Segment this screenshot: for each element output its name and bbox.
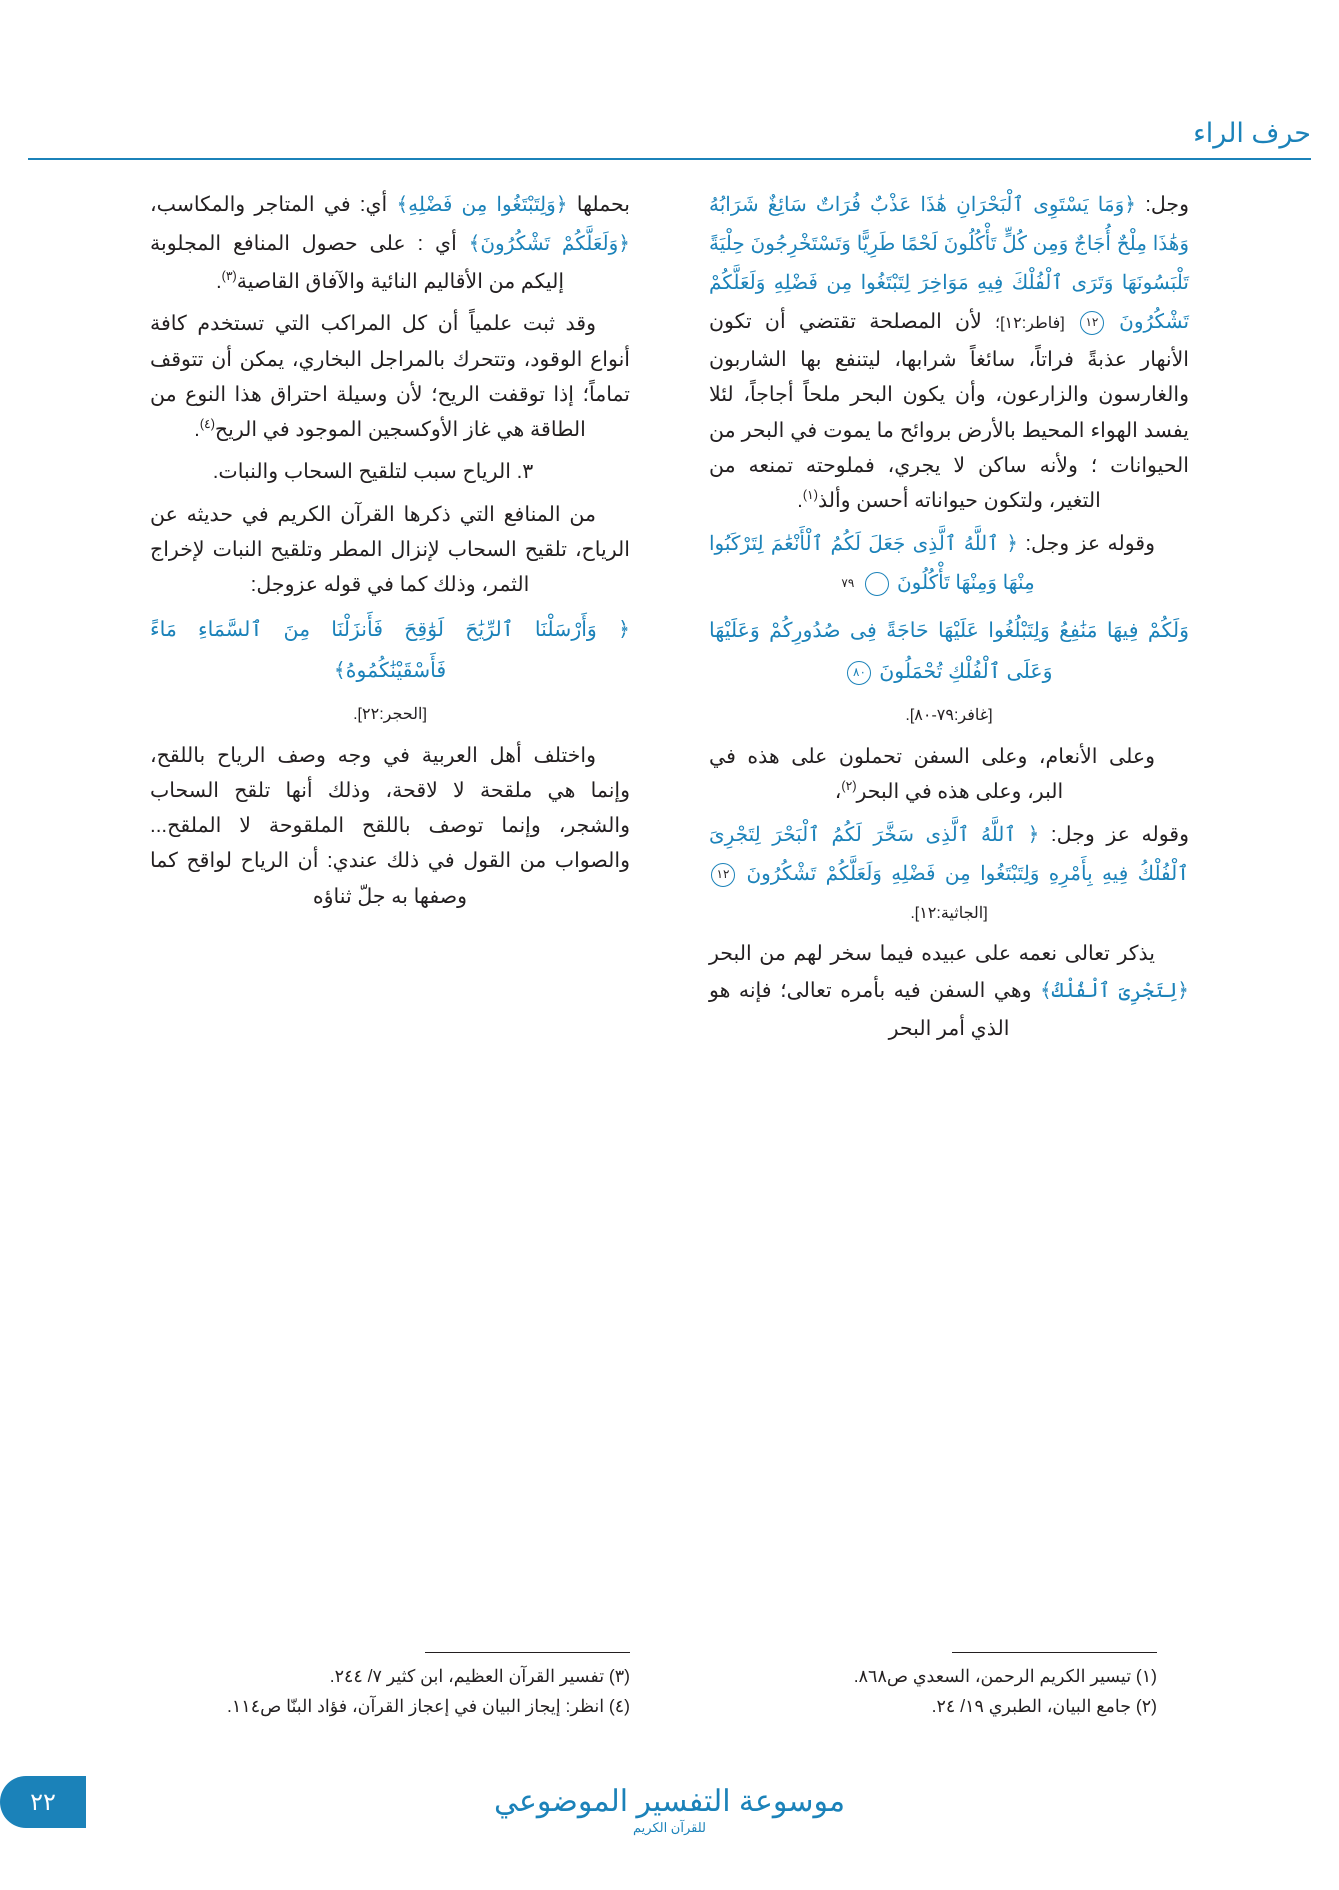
quran-quote-tashkurun: ﴿وَلَعَلَّكُمْ تَشْكُرُونَ﴾ [468,233,630,255]
verse-lead-text: وجل: [1145,193,1189,216]
verse-commentary-text: لأن المصلحة تقتضي أن تكون الأنهار عذبةً فراتاً، سائغاً شرابها، ليتنفع بها الشاربون والغارسون والزارعون، وأن يكون البحر ملحاً أجاجاً، لئلا يفسد الهواء المحيط بالأرض بروائح ما يموت في البحر من الحيوانات ؛ ولأنه ساكن لا يجري، فملوحته تمنعه من التغير، ولتكون حيواناته أحسن وألذ [709,310,1189,512]
footnote-marker-3: (٣) [221,269,237,284]
anam-commentary-text: وعلى الأنعام، وعلى السفن تحملون على هذه في البر، وعلى هذه في البحر [709,744,1155,803]
footnote-item: (٢) جامع البيان، الطبري ١٩/ ٢٤. [931,1696,1157,1717]
paragraph-heading-3 [150,454,630,489]
header-title: حرف الراء [1193,118,1311,148]
ayah-number-79: ٧٩ [865,572,889,596]
quran-quote-ghafir-b-block [709,610,1189,692]
paragraph-verse-fatir: وجل: ﴿وَمَا يَسْتَوِى ٱلْبَحْرَانِ هَٰذَا عَذْبٌ فُرَاتٌ سَائِغٌ شَرَابُهُ وَهَٰذَا مِلْحٌ أُجَاجٌ وَمِن كُلٍّ تَأْكُلُونَ لَحْمًا طَرِيًّا وَتَسْتَخْرِجُونَ حِلْيَةً تَلْبَسُونَهَا وَتَرَى ٱلْفُلْكَ فِيهِ مَوَاخِرَ لِتَبْتَغُوا مِن فَضْلِهِ وَلَعَلَّكُمْ تَشْكُرُونَ ١٢ [فاطر:١٢]؛ لأن المصلحة تقتضي أن تكون الأنهار عذبةً فراتاً، سائغاً شرابها، ليتنفع بها الشاربون والغارسون والزارعون، وأن يكون البحر ملحاً أجاجاً، لئلا يفسد الهواء المحيط بالأرض بروائح ما يموت في البحر من الحيوانات ؛ ولأنه ساكن لا يجري، فملوحته تمنعه من التغير، ولتكون حيواناته أحسن وألذ$^{(١)}$. [709,193,1190,512]
quran-quote-litajriya: ﴿لِتَجْرِىَ ٱلْفُلْكُ﴾ [1040,979,1189,1002]
hijr-reference: [الحجر:٢٢]. [353,706,427,724]
footnotes-left-column [200,1652,630,1722]
quran-quote-fatir: ﴿وَمَا يَسْتَوِى ٱلْبَحْرَانِ هَٰذَا عَذْبٌ فُرَاتٌ سَائِغٌ شَرَابُهُ وَهَٰذَا مِلْحٌ أُجَاجٌ وَمِن كُلٍّ تَأْكُلُونَ لَحْمًا طَرِيًّا وَتَسْتَخْرِجُونَ حِلْيَةً تَلْبَسُونَهَا وَتَرَى ٱلْفُلْكَ فِيهِ مَوَاخِرَ لِتَبْتَغُوا مِن فَضْلِهِ وَلَعَلَّكُمْ تَشْكُرُونَ [709,194,1190,333]
footnote-item: (٤) انظر: إيجاز البيان في إعجاز القرآن، فؤاد البنّا ص١١٤. [227,1696,630,1717]
paragraph-final-commentary [709,936,1189,1046]
litabtaghu-mid: أي: في المتاجر والمكاسب، [150,193,388,216]
litabtaghu-lead: بحملها [576,193,630,216]
paragraph-arabic-scholars [150,738,630,914]
body-columns [150,186,1189,1296]
ghafir-lead-text: وقوله عز وجل: [1025,532,1155,556]
publisher-logo [0,1784,1339,1836]
ayah-number-jathiya: ١٢ [711,863,735,887]
paragraph-ghafir-ref [709,696,1189,731]
paragraph-ghafir-lead [709,525,1189,603]
quran-quote-ghafir-b: وَلَكُمْ فِيهَا مَنَٰفِعُ وَلِتَبْلُغُوا عَلَيْهَا حَاجَةً فِى صُدُورِكُمْ وَعَلَيْهَا وَعَلَى ٱلْفُلْكِ تُحْمَلُونَ [709,619,1189,684]
footnote-item: (٣) تفسير القرآن العظيم، ابن كثير ٧/ ٢٤٤. [329,1665,630,1686]
paragraph-hijr-ref [150,695,630,730]
footnote-divider-left [425,1652,630,1653]
footnote-item: (١) تيسير الكريم الرحمن، السعدي ص٨٦٨. [853,1665,1157,1686]
quran-quote-litabtaghu: ﴿وَلِتَبْتَغُوا مِن فَضْلِهِ﴾ [396,194,568,216]
footnote-marker-4: (٤) [199,417,215,432]
quran-quote-ghafir-a: ﴿ ٱللَّهُ ٱلَّذِى جَعَلَ لَكُمُ ٱلْأَنْعَٰمَ لِتَرْكَبُوا مِنْهَا وَمِنْهَا تَأْكُلُونَ [709,533,1035,595]
column-right [709,186,1189,1053]
quran-quote-hijr: ﴿ وَأَرْسَلْنَا ٱلرِّيَٰحَ لَوَٰقِحَ فَأَنزَلْنَا مِنَ ٱلسَّمَاءِ مَاءً فَأَسْقَيْنَٰكُمُوهُ﴾ [150,618,630,683]
litabtaghu-period: . [215,270,222,293]
science-ships-text: وقد ثبت علمياً أن كل المراكب التي تستخدم كافة أنواع الوقود، وتتحرك بالمراجل البخاري، يمكن أن تتوقف تماماً؛ إذا توقفت الريح؛ لأن وسيلة احتراق هذا النوع من الطاقة هي غاز الأوكسجين الموجود في الريح [150,312,630,441]
ayah-number-80: ٨٠ [847,661,871,685]
logo-main-text: موسوعة التفسير الموضوعي [493,1785,846,1818]
footnote-divider-right [952,1652,1157,1653]
paragraph-anam-commentary [709,739,1189,810]
footnotes-right-column [727,1652,1157,1722]
litabtaghu-tail: أي : على حصول المنافع المجلوبة إليكم من الأقاليم النائية والآفاق القاصية [150,232,565,293]
paragraph-benefits [150,497,630,603]
ghafir-reference: [غافر:٧٩-٨٠]. [905,707,993,725]
paragraph-litabtaghu [150,186,630,299]
final-commentary-a: يذكر تعالى نعمه على عبيده فيما سخر لهم من البحر [709,942,1155,966]
anam-commentary-tail: ، [834,779,842,803]
jathiya-reference: [الجاثية:١٢]. [910,905,988,922]
column-left [150,186,630,921]
footnote-marker-2: (٢) [841,778,857,793]
final-commentary-b: وهي السفن فيه بأمره تعالى؛ فإنه هو الذي أمر البحر [709,978,1032,1040]
quran-quote-jathiya: ﴿ ٱللَّهُ ٱلَّذِى سَخَّرَ لَكُمُ ٱلْبَحْرَ لِتَجْرِىَ ٱلْفُلْكُ فِيهِ بِأَمْرِهِ وَلِتَبْتَغُوا مِن فَضْلِهِ وَلَعَلَّكُمْ تَشْكُرُونَ [709,824,1189,885]
quran-quote-hijr-block [150,609,630,691]
benefits-text: من المنافع التي ذكرها القرآن الكريم في حديثه عن الرياح، تلقيح السحاب لإنزال المطر وتلقيح النبات لإخراج الثمر، وذلك كما في قوله عزوجل: [150,502,630,596]
paragraph-science-ships [150,306,630,447]
paragraph-jathiya-lead [709,816,1189,929]
ayah-number: ١٢ [1080,311,1104,335]
logo-sub-text: للقرآن الكريم [633,1820,706,1835]
header-divider [28,158,1311,160]
jathiya-lead-text: وقوله عز وجل: [1050,823,1189,846]
heading-3-text: ٣. الرياح سبب لتلقيح السحاب والنبات. [212,460,534,484]
science-ships-period: . [194,418,200,441]
page-number-badge: ٢٢ [0,1776,86,1828]
footnote-marker-1: (١) [802,488,818,503]
verse-reference: [فاطر:١٢]؛ [995,315,1065,332]
arabic-scholars-text: واختلف أهل العربية في وجه وصف الرياح باللقح، وإنما هي ملقحة لا لاقحة، وذلك أنها تلقح السحاب والشجر، وإنما توصف باللقح الملقوحة لا الملقح... والصواب من القول في ذلك عندي: أن الرياح لواقح كما وصفها به جلّ ثناؤه [150,743,630,908]
page-header [28,118,1311,164]
